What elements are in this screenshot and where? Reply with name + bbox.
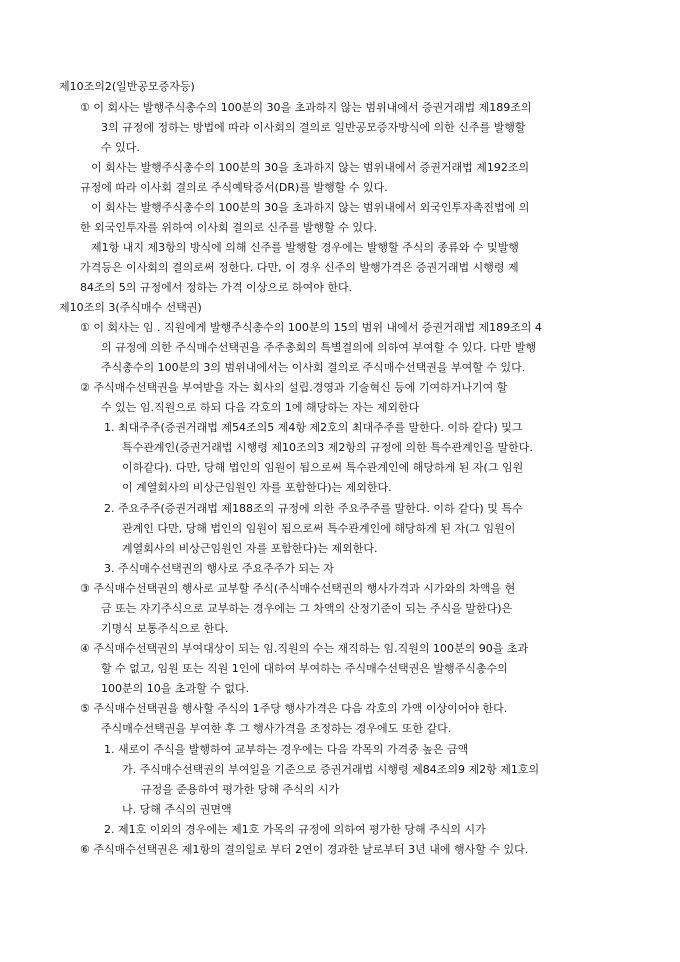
article-10-2-para-1-line-2: 3의 규정에 정하는 방법에 따라 이사회의 결의로 일반공모증자방식에 의한 신주를 발행할 — [101, 121, 526, 134]
article-10-3-sec-2-line-2: 수 있는 임.직원으로 하되 다음 각호의 1에 해당하는 자는 제외한다 — [101, 401, 420, 414]
article-10-3-sec-2-item-1-line-1: 1. 최대주주(증권거래법 제54조의5 제4항 제2호의 최대주주를 말한다. 이하 같다) 및그 — [104, 421, 523, 434]
article-10-3-sec-5-line-2: 주식매수선택권을 부여한 후 그 행사가격을 조정하는 경우에도 또한 같다. — [101, 722, 452, 735]
article-10-3-sec-2-item-2-line-1: 2. 주요주주(증권거래법 제188조의 규정에 의한 주요주주를 말한다. 이하 같다) 및 특수 — [104, 502, 523, 515]
article-10-3-sec-5-item-2: 2. 제1호 이외의 경우에는 제1호 가목의 규정에 의하여 평가한 당해 주식의 시가 — [104, 823, 486, 836]
article-10-2-title: 제10조의2(일반공모증자등) — [59, 80, 195, 93]
article-10-2-para-3-line-2: 한 외국인투자를 위하여 이사회 결의로 신주를 발행할 수 있다. — [80, 221, 378, 234]
article-10-3-sec-2-item-2-line-2: 관계인 다만, 당해 법인의 임원이 됨으로써 특수관계인에 해당하게 된 자(그 임원이 — [122, 522, 516, 535]
article-10-3-sec-4-line-2: 할 수 없고, 임원 또는 직원 1인에 대하여 부여하는 주식매수선택권은 발행주식총수의 — [101, 662, 508, 675]
article-10-3-sec-5-item-1-a-line-1: 가. 주식매수선택권의 부여일을 기준으로 증권거래법 시행령 제84조의9 제2항 제1호의 — [122, 763, 540, 776]
article-10-3-sec-4-line-1: ④ 주식매수선택권의 부여대상이 되는 임.직원의 수는 재직하는 임.직원의 100분의 90을 초과 — [80, 642, 529, 655]
article-10-2-para-4-line-3: 84조의 5의 규정에서 정하는 가격 이상으로 하여야 한다. — [80, 281, 353, 294]
article-10-3-sec-3-line-1: ③ 주식매수선택권의 행사로 교부할 주식(주식매수선택권의 행사가격과 시가와의 차액을 현 — [80, 582, 516, 595]
article-10-2-para-2-line-1: 이 회사는 발행주식총수의 100분의 30을 초과하지 않는 범위내에서 증권거래법 제192조의 — [91, 161, 530, 174]
article-10-3-sec-1-line-2: 의 규정에 의한 주식매수선택권을 주주총회의 특별결의에 의하여 부여할 수 있다. 다만 발행 — [101, 341, 537, 354]
article-10-3-sec-2-item-1-line-2: 특수관계인(증권거래법 시행령 제10조의3 제2항의 규정에 의한 특수관계인을 말한다. — [122, 441, 533, 454]
article-10-3-sec-5-item-1-b: 나. 당해 주식의 권면액 — [122, 803, 232, 816]
article-10-2-para-2-line-2: 규정에 따라 이사회 결의로 주식예탁증서(DR)를 발행할 수 있다. — [80, 181, 388, 194]
article-10-2-para-4-line-1: 제1항 내지 제3항의 방식에 의해 신주를 발행할 경우에는 발행할 주식의 종류와 수 및발행 — [91, 241, 519, 254]
article-10-3-sec-2-line-1: ② 주식매수선택권을 부여받을 자는 회사의 설립.경영과 기술혁신 등에 기여하거나기여 할 — [80, 381, 508, 394]
article-10-3-sec-4-line-3: 100분의 10을 초과할 수 없다. — [101, 682, 250, 695]
article-10-3-sec-5-item-1-a-line-2: 규정을 준용하여 평가한 당해 주식의 시가 — [141, 783, 340, 796]
article-10-2-para-1-line-3: 수 있다. — [101, 141, 140, 154]
article-10-3-sec-5-line-1: ⑤ 주식매수선택권을 행사할 주식의 1주당 행사가격은 다음 각호의 가액 이상이어야 한다. — [80, 702, 508, 715]
article-10-3-sec-1-line-3: 주식총수의 100분의 3의 범위내에서는 이사회 결의로 주식매수선택권을 부여할 수 있다. — [101, 361, 526, 374]
article-10-3-sec-2-item-1-line-4: 이 계열회사의 비상근임원인 자를 포함한다)는 제외한다. — [122, 481, 392, 494]
article-10-3-sec-5-item-1: 1. 새로이 주식을 발행하여 교부하는 경우에는 다음 각목의 가격중 높은 금액 — [104, 743, 469, 756]
article-10-3-sec-2-item-1-line-3: 이하같다). 다만, 당해 법인의 임원이 됨으로써 특수관계인에 해당하게 된 자(그 임원 — [122, 461, 524, 474]
article-10-2-para-4-line-2: 가격등은 이사회의 결의로써 정한다. 다만, 이 경우 신주의 발행가격은 증권거래법 시행령 제 — [80, 261, 519, 274]
article-10-3-sec-3-line-3: 기명식 보통주식으로 한다. — [101, 622, 229, 635]
article-10-3-sec-1-line-1: ① 이 회사는 임 . 직원에게 발행주식총수의 100분의 15의 범위 내에서 증권거래법 제189조의 4 — [80, 321, 542, 334]
article-10-2-para-1-line-1: ① 이 회사는 발행주식총수의 100분의 30을 초과하지 않는 범위내에서 증권거래법 제189조의 — [80, 101, 532, 114]
article-10-3-title: 제10조의 3(주식매수 선택권) — [59, 301, 202, 314]
article-10-2-para-3-line-1: 이 회사는 발행주식총수의 100분의 30을 초과하지 않는 범위내에서 외국인투자촉진법에 의 — [91, 201, 530, 214]
article-10-3-sec-2-item-3: 3. 주식매수선택권의 행사로 주요주주가 되는 자 — [104, 562, 334, 575]
article-10-3-sec-3-line-2: 금 또는 자기주식으로 교부하는 경우에는 그 차액의 산정기준이 되는 주식을 말한다)은 — [101, 602, 513, 615]
article-10-3-sec-6: ⑥ 주식매수선택권은 제1항의 결의일로 부터 2연이 경과한 날로부터 3년 내에 행사할 수 있다. — [80, 843, 529, 856]
article-10-3-sec-2-item-2-line-3: 계열회사의 비상근임원인 자를 포함한다)는 제외한다. — [122, 542, 378, 555]
